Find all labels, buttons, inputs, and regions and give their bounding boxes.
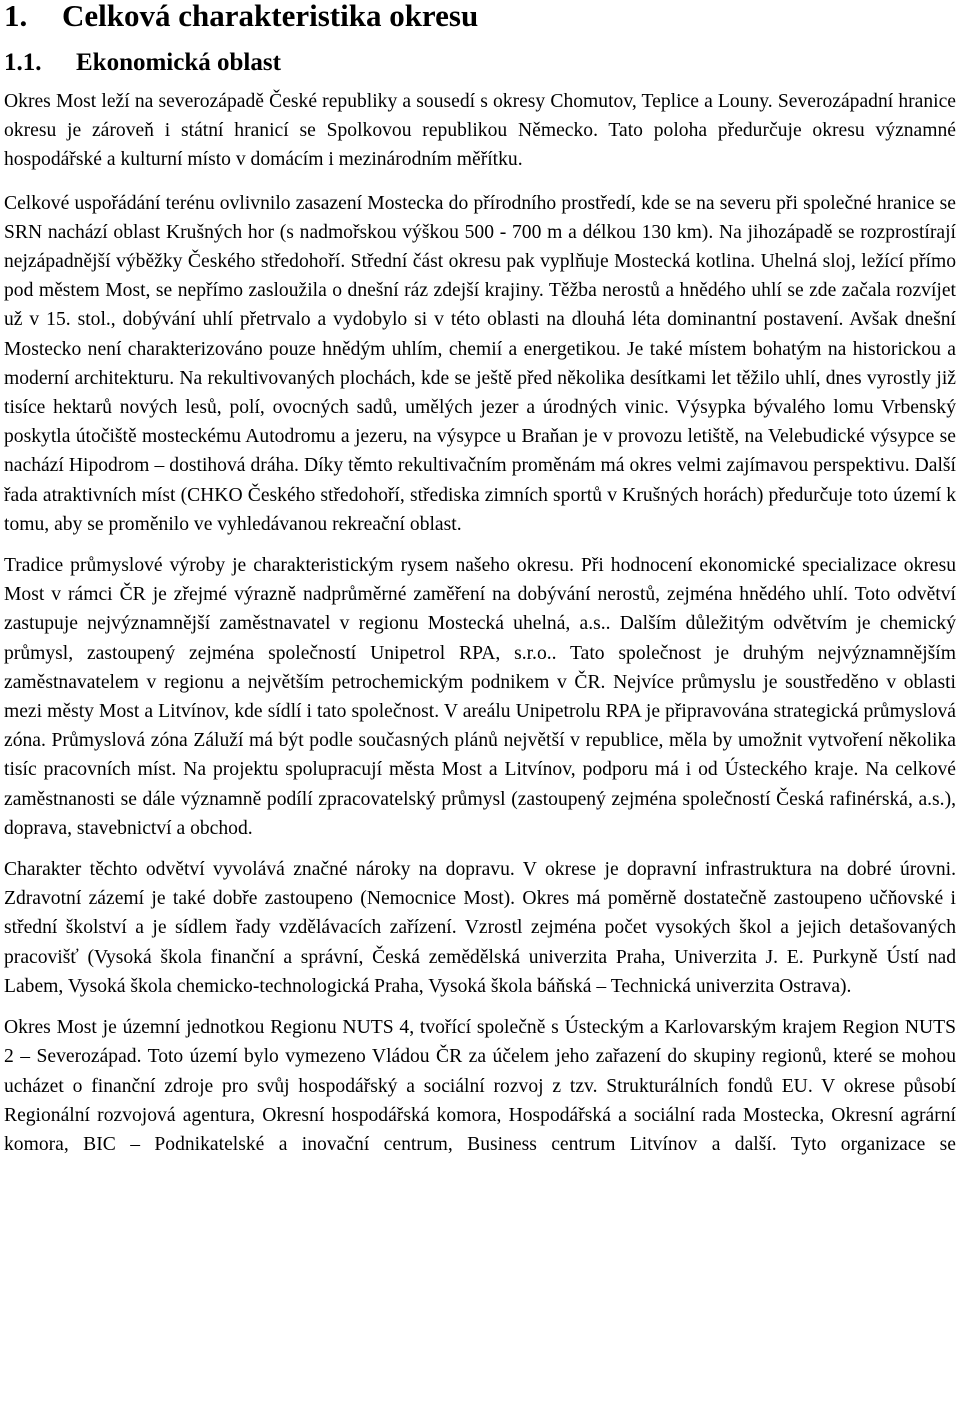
chapter-title: Celková charakteristika okresu — [62, 0, 479, 33]
chapter-heading — [4, 0, 956, 36]
section-title: Ekonomická oblast — [76, 49, 281, 76]
paragraph-infrastructure: Charakter těchto odvětví vyvolává značné nároky na dopravu. V okrese je dopravní infrastruktura na dobré úrovni. Zdravotní zázemí je také dobře zastoupeno (Nemocnice Most). Okres má poměrně dostatečně zastoupeno učňovské i střední školství a je sídlem řady vzdělávacích zařízení. Vzrostl zejména počet vysokých škol a jejich detašovaných pracovišť (Vysoká škola finanční a správní, Česká zemědělská univerzita Praha, Univerzita J. E. Purkyně Ústí nad Labem, Vysoká škola chemicko-technologická Praha, Vysoká škola báňská – Technická univerzita Ostrava). — [4, 859, 956, 997]
paragraph-industry: Tradice průmyslové výroby je charakteristickým rysem našeho okresu. Při hodnocení ekonomické specializace okresu Most v rámci ČR je zřejmé výrazně nadprůměrné zaměření na dobývání nerostů, zejména hnědého uhlí. Toto odvětví zastupuje nejvýznamnější zaměstnavatel v regionu Mostecká uhelná, a.s.. Dalším důležitým odvětvím je chemický průmysl, zastoupený zejména společností Unipetrol RPA, s.r.o.. Tato společnost je druhým nejvýznamnějším zaměstnavatelem v regionu a největším petrochemickým podnikem v ČR. Nejvíce průmyslu je soustředěno v oblasti mezi městy Most a Litvínov, kde sídlí i tato společnost. V areálu Unipetrolu RPA je připravována strategická průmyslová zóna. Průmyslová zóna Záluží má být podle současných plánů největší v republice, měla by umožnit vytvoření několika tisíc pracovních míst. Na projektu spolupracují města Most a Litvínov, podporu má i od Ústeckého kraje. Na celkové zaměstnanosti se dále významně podílí zpracovatelský průmysl (zastoupený zejména společností Česká rafinérská, a.s.), doprava, stavebnictví a obchod. — [4, 555, 956, 839]
paragraph-location: Okres Most leží na severozápadě České republiky a sousedí s okresy Chomutov, Teplice a Louny. Severozápadní hranice okresu je zároveň i státní hranicí se Spolkovou republikou Německo. Tato poloha předurčuje okresu významné hospodářské a kulturní místo v domácím i mezinárodním měřítku. — [4, 91, 956, 171]
chapter-number: 1. — [4, 0, 28, 33]
paragraph-region-nuts: Okres Most je územní jednotkou Regionu NUTS 4, tvořící společně s Ústeckým a Karlovarským krajem Region NUTS 2 – Severozápad. Toto území bylo vymezeno Vládou ČR za účelem jeho zařazení do skupiny regionů, které se mohou ucházet o finanční zdroje pro svůj hospodářský a sociální rozvoj z tzv. Strukturálních fondů EU. V okrese působí Regionální rozvojová agentura, Okresní hospodářská komora, Hospodářská a sociální rada Mostecka, Okresní agrární komora, BIC – Podnikatelské a inovační centrum, Business centrum Litvínov a další. Tyto organizace se — [4, 1017, 956, 1155]
paragraph-terrain: Celkové uspořádání terénu ovlivnilo zasazení Mostecka do přírodního prostředí, kde se na severu při společné hranice se SRN nachází oblast Krušných hor (s nadmořskou výškou 500 - 700 m a délkou 130 km). Na jihozápadě se rozprostírají nejzápadnější výběžky Českého středohoří. Střední část okresu pak vyplňuje Mostecká kotlina. Uhelná sloj, ležící přímo pod městem Most, se nepřímo zasloužila o dnešní ráz zdejší krajiny. Těžba nerostů a hnědého uhlí se zde začala rozvíjet už v 15. stol., dobývání uhlí přetrvalo a vydobylo si v této oblasti na dlouhá léta dominantní postavení. Avšak dnešní Mostecko není charakterizováno pouze hnědým uhlím, chemií a energetikou. Je také místem bohatým na historickou a moderní architekturu. Na rekultivovaných plochách, kde se ještě před několika desítkami let těžilo uhlí, dnes vyrostly již tisíce hektarů nových lesů, polí, ovocných sadů, umělých jezer a úrodných vinic. Výsypka bývalého lomu Vrbenský poskytla útočiště mosteckému Autodromu a jezeru, na výsypce u Braňan je v provozu letiště, na Velebudické výsypce se nachází Hipodrom – dostihová dráha. Díky těmto rekultivačním proměnám má okres velmi zajímavou perspektivu. Další řada atraktivních míst (CHKO Českého středohoří, střediska zimních sportů v Krušných horách) předurčuje toto území k tomu, aby se proměnilo ve vyhledávanou rekreační oblast. — [4, 192, 956, 535]
section-number: 1.1. — [4, 49, 42, 76]
section-heading — [4, 49, 956, 87]
